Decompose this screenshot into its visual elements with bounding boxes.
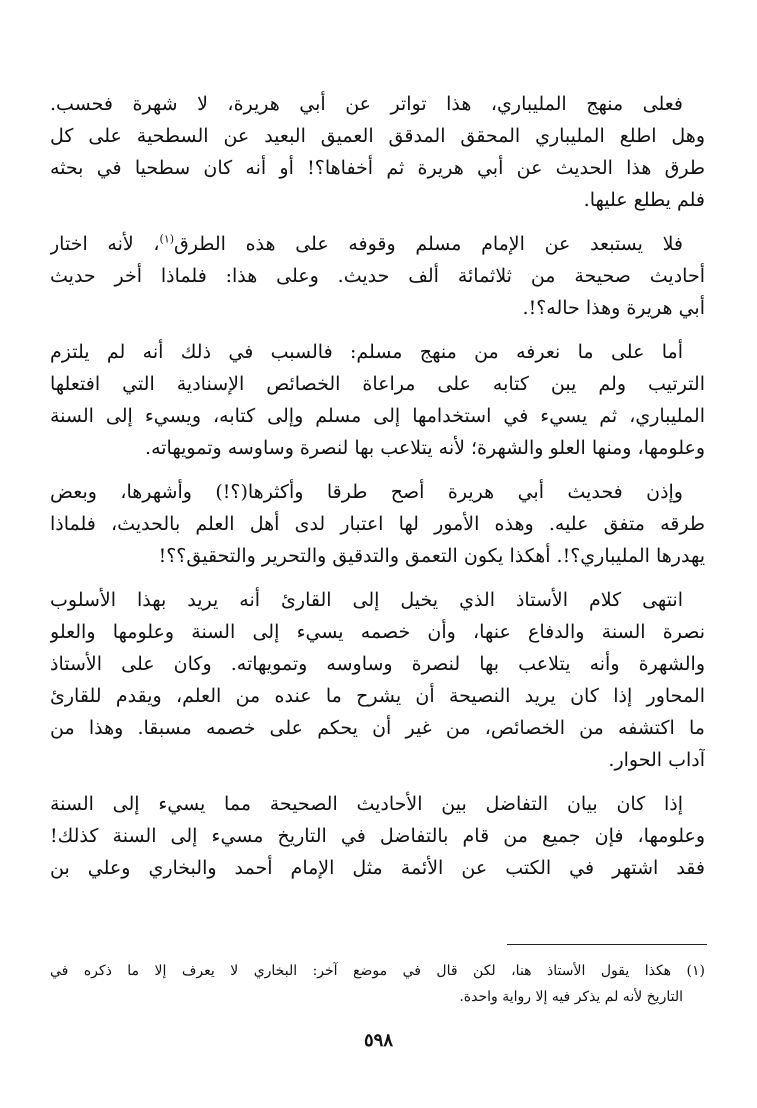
- text-line: يهدرها المليباري؟!. أهكذا يكون التعمق والتدقيق والتحرير والتحقيق؟؟!: [158, 545, 705, 567]
- text-line: أحاديث صحيحة من ثلاثمائة ألف حديث. وعلى هذا: فلماذا أخر حديث: [50, 265, 705, 287]
- text-line: انتهى كلام الأستاذ الذي يخيل إلى القارئ أنه يريد بهذا الأسلوب: [50, 589, 683, 611]
- text-line: نصرة السنة والدفاع عنها، وأن خصمه يسيء إلى السنة وعلومها والعلو: [50, 621, 705, 643]
- footnote-marker: (١): [159, 232, 175, 246]
- text-line: فقد اشتهر في الكتب عن الأئمة مثل الإمام أحمد والبخاري وعلي بن: [50, 857, 705, 879]
- text-line: وهل اطلع المليباري المحقق المدقق العميق البعيد عن السطحية على كل: [50, 125, 705, 147]
- text-line: آداب الحوار.: [608, 749, 705, 771]
- text-line: طرقه متفق عليه. وهذه الأمور لها اعتبار لدى أهل العلم بالحديث، فلماذا: [50, 513, 705, 535]
- text-line: وعلومها، ومنها العلو والشهرة؛ لأنه يتلاعب بها لنصرة وساوسه وتمويهاته.: [145, 437, 705, 459]
- text-line: ما اكتشفه من الخصائص، من غير أن يحكم على خصمه مسبقا. وهذا من: [50, 717, 705, 739]
- text-line: أما على ما نعرفه من منهج مسلم: فالسبب في ذلك أنه لم يلتزم: [50, 341, 683, 363]
- text-line: أبي هريرة وهذا حاله؟!.: [522, 297, 705, 319]
- text-fragment: فلا يستبعد عن الإمام مسلم وقوفه على هذه الطرق: [174, 233, 683, 255]
- page-body: [50, 88, 705, 896]
- footnote-line: (١) هكذا يقول الأستاذ هنا، لكن قال في موضع آخر: البخاري لا يعرف إلا ما ذكره في: [50, 963, 705, 979]
- text-line: [50, 228, 705, 260]
- paragraph-5: [50, 584, 705, 776]
- paragraph-2: [50, 228, 705, 324]
- footnote-line: التاريخ لأنه لم يذكر فيه إلا رواية واحدة.: [459, 989, 683, 1005]
- paragraph-3: [50, 336, 705, 464]
- footnote: [50, 958, 705, 1010]
- paragraph-4: [50, 476, 705, 572]
- text-line: طرق هذا الحديث عن أبي هريرة ثم أخفاها؟! أو أنه كان سطحيا في بحثه: [50, 157, 705, 179]
- text-line: وعلومها، فإن جميع من قام بالتفاضل في التاريخ مسيء إلى السنة كذلك!: [50, 825, 705, 847]
- text-line: والشهرة وأنه يتلاعب بها لنصرة وساوسه وتمويهاته. وكان على الأستاذ: [50, 653, 705, 675]
- text-line: فعلى منهج المليباري، هذا تواتر عن أبي هريرة، لا شهرة فحسب.: [50, 93, 683, 115]
- text-line: فلم يطلع عليها.: [583, 189, 705, 211]
- footnote-divider: [507, 944, 707, 945]
- text-line: إذا كان بيان التفاضل بين الأحاديث الصحيحة مما يسيء إلى السنة: [50, 793, 683, 815]
- text-line: المحاور إذا كان يريد النصيحة أن يشرح ما عنده من العلم، ويقدم للقارئ: [50, 685, 705, 707]
- text-line: المليباري، ثم يسيء في استخدامها إلى مسلم وإلى كتابه، ويسيء إلى السنة: [50, 405, 705, 427]
- paragraph-1: [50, 88, 705, 216]
- text-line: الترتيب ولم يبن كتابه على مراعاة الخصائص الإسنادية التي افتعلها: [50, 373, 705, 395]
- text-fragment: ، لأنه اختار: [50, 233, 160, 255]
- page-number: ٥٩٨: [363, 1030, 393, 1051]
- text-line: وإذن فحديث أبي هريرة أصح طرقا وأكثرها(؟!) وأشهرها، وبعض: [50, 481, 683, 503]
- paragraph-6: [50, 788, 705, 884]
